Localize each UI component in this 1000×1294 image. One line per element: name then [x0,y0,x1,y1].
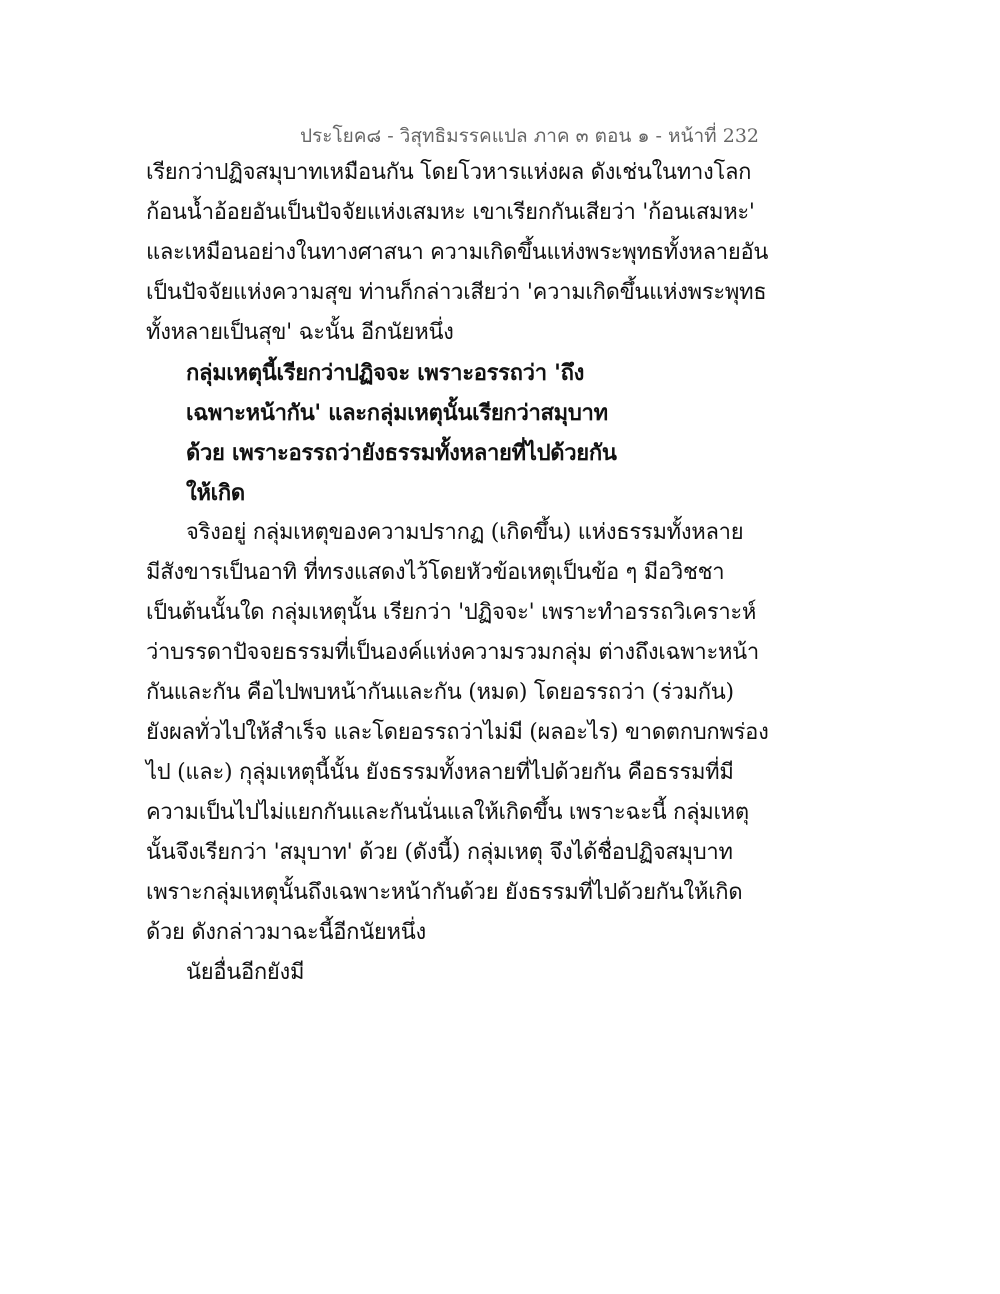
quote-line: ให้เกิด [186,480,245,506]
paragraph-line: จริงอยู่ กลุ่มเหตุของความปรากฏ (เกิดขึ้น) แห่งธรรมทั้งหลาย [186,520,744,545]
paragraph-line: เรียกว่าปฏิจสมุบาทเหมือนกัน โดยโวหารแห่งผล ดังเช่นในทางโลก [146,160,752,185]
paragraph-line: ยังผลทั่วไปให้สำเร็จ และโดยอรรถว่าไม่มี (ผลอะไร) ขาดตกบกพร่อง [146,720,769,745]
quote-line: เฉพาะหน้ากัน' และกลุ่มเหตุนั้นเรียกว่าสมุบาท [186,400,608,426]
quote-line: ด้วย เพราะอรรถว่ายังธรรมทั้งหลายที่ไปด้วยกัน [186,440,617,466]
paragraph-line: ว่าบรรดาปัจจยธรรมที่เป็นองค์แห่งความรวมกลุ่ม ต่างถึงเฉพาะหน้า [146,640,759,665]
paragraph-line: เป็นต้นนั้นใด กลุ่มเหตุนั้น เรียกว่า 'ปฏิจจะ' เพราะทำอรรถวิเคราะห์ [146,600,757,625]
paragraph-line: นัยอื่นอีกยังมี [186,960,305,985]
page-header: ประโยค๘ - วิสุทธิมรรคแปล ภาค ๓ ตอน ๑ - หน้าที่ 232 [300,125,760,147]
paragraph-line: นั้นจึงเรียกว่า 'สมุบาท' ด้วย (ดังนี้) กลุ่มเหตุ จึงได้ชื่อปฏิจสมุบาท [146,840,733,865]
paragraph-line: มีสังขารเป็นอาทิ ที่ทรงแสดงไว้โดยหัวข้อเหตุเป็นข้อ ๆ มีอวิชชา [146,560,725,585]
paragraph-line: และเหมือนอย่างในทางศาสนา ความเกิดขึ้นแห่งพระพุทธทั้งหลายอัน [146,240,769,265]
paragraph-line: เป็นปัจจัยแห่งความสุข ท่านก็กล่าวเสียว่า 'ความเกิดขึ้นแห่งพระพุทธ [146,280,767,305]
paragraph-line: ด้วย ดังกล่าวมาฉะนี้อีกนัยหนึ่ง [146,920,426,945]
paragraph-line: กันและกัน คือไปพบหน้ากันและกัน (หมด) โดยอรรถว่า (ร่วมกัน) [146,680,734,705]
paragraph-line: ความเป็นไปไม่แยกกันและกันนั่นแลให้เกิดขึ้น เพราะฉะนี้ กลุ่มเหตุ [146,800,749,825]
paragraph-line: ทั้งหลายเป็นสุข' ฉะนั้น อีกนัยหนึ่ง [146,320,454,345]
paragraph-line: เพราะกลุ่มเหตุนั้นถึงเฉพาะหน้ากันด้วย ยังธรรมที่ไปด้วยกันให้เกิด [146,880,743,905]
paragraph-line: ก้อนน้ำอ้อยอันเป็นปัจจัยแห่งเสมหะ เขาเรียกกันเสียว่า 'ก้อนเสมหะ' [146,200,755,225]
quote-line: กลุ่มเหตุนี้เรียกว่าปฏิจจะ เพราะอรรถว่า 'ถึง [186,360,585,386]
paragraph-line: ไป (และ) กุลุ่มเหตุนี้นั้น ยังธรรมทั้งหลายที่ไปด้วยกัน คือธรรมที่มี [146,760,734,785]
